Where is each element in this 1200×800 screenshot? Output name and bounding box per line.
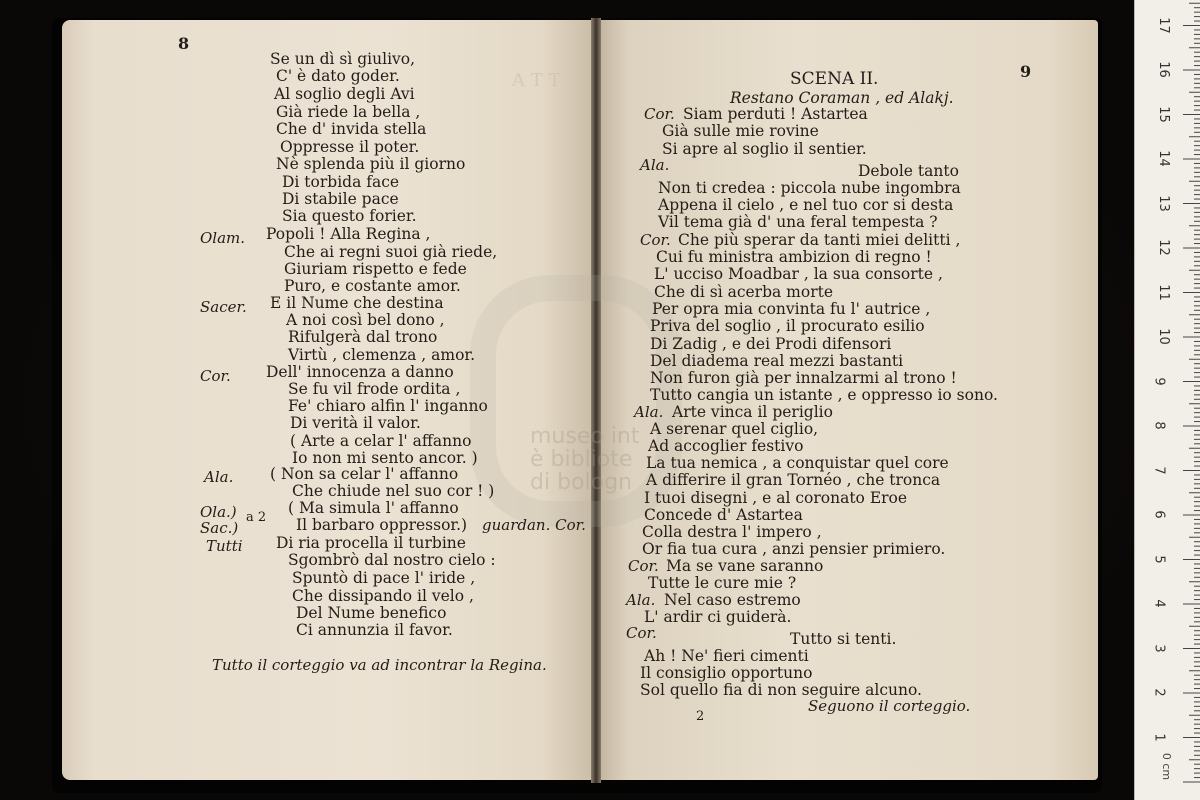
aside-direction: guardan. Cor. xyxy=(482,516,586,534)
ruler-number: 13 xyxy=(1155,194,1171,212)
ruler-number: 1 xyxy=(1151,732,1167,742)
verse-line: Or fia tua cura , anzi pensier primiero. xyxy=(642,540,946,558)
verse-line: Dell' innocenza a danno xyxy=(266,363,454,381)
ruler-number: 16 xyxy=(1155,61,1171,78)
speaker-label: Ala. xyxy=(204,468,234,486)
verse-line: Sgombrò dal nostro cielo : xyxy=(288,551,496,569)
verse-line: Fe' chiaro alfin l' inganno xyxy=(288,397,488,415)
bleed-through-text: A T T xyxy=(512,70,561,91)
verse-line: Tutto si tenti. xyxy=(790,630,897,648)
verse-line: Che di sì acerba morte xyxy=(654,283,834,301)
ruler-number: 15 xyxy=(1155,105,1171,123)
speaker-label: Sacer. xyxy=(200,298,247,316)
verse-line: Se un dì sì giulivo, xyxy=(270,50,416,68)
ruler-number: 8 xyxy=(1151,421,1167,430)
verse-line: Che d' invida stella xyxy=(276,120,427,138)
verse-line: Nel caso estremo xyxy=(664,591,801,609)
verse-line: A differire il gran Tornéo , che tronca xyxy=(646,471,941,489)
speaker-label: Tutti xyxy=(206,537,243,555)
verse-line: Ah ! Ne' fieri cimenti xyxy=(644,647,809,665)
verse-line: ( Arte a celar l' affanno xyxy=(290,432,472,450)
verse-line: Il barbaro oppressor.) xyxy=(296,516,468,534)
verse-line: E il Nume che destina xyxy=(270,294,444,312)
verse-line: Si apre al soglio il sentier. xyxy=(662,140,867,158)
verse-line: Priva del soglio , il procurato esilio xyxy=(650,317,925,335)
ruler-number: 10 xyxy=(1155,328,1171,345)
speaker-label: Cor. xyxy=(200,367,231,385)
ruler-number: 3 xyxy=(1151,643,1167,653)
verse-line: Rifulgerà dal trono xyxy=(288,328,438,346)
ruler-number: 12 xyxy=(1155,239,1171,256)
verse-line: Già sulle mie rovine xyxy=(662,122,819,140)
verse-line: Ad accoglier festivo xyxy=(648,437,804,455)
verse-line: La tua nemica , a conquistar quel core xyxy=(646,454,949,472)
verse-line: Tutte le cure mie ? xyxy=(648,574,797,592)
verse-line: Virtù , clemenza , amor. xyxy=(288,346,476,364)
verse-line: Siam perduti ! Astartea xyxy=(683,105,868,123)
verse-line: Che più sperar da tanti miei delitti , xyxy=(678,231,961,249)
verse-line: Ci annunzia il favor. xyxy=(296,621,453,639)
verse-line: Cui fu ministra ambizion di regno ! xyxy=(656,248,932,266)
ruler-number: 7 xyxy=(1151,465,1167,475)
speaker-label: Cor. xyxy=(626,624,657,642)
speaker-label: Ala. xyxy=(634,403,664,421)
speaker-label: Ola.) xyxy=(200,503,237,521)
verse-line: I tuoi disegni , e al coronato Eroe xyxy=(644,489,908,507)
verse-line: Già riede la bella , xyxy=(276,103,421,121)
verse-line: Oppresse il poter. xyxy=(280,138,420,156)
stage-direction: Tutto il corteggio va ad incontrar la Regina. xyxy=(212,656,547,674)
duet-marker: a 2 xyxy=(246,510,267,525)
verse-line: Del Nume benefico xyxy=(296,604,447,622)
ruler-number: 9 xyxy=(1151,376,1167,386)
ruler-number: 6 xyxy=(1151,510,1167,519)
verse-line: A serenar quel ciglio, xyxy=(650,420,819,438)
speaker-label: Sac.) xyxy=(200,519,239,537)
verse-line: Tutto cangia un istante , e oppresso io sono. xyxy=(650,386,998,404)
verse-line: Ma se vane saranno xyxy=(666,557,824,575)
verse-line: Arte vinca il periglio xyxy=(672,403,833,421)
verse-line: C' è dato goder. xyxy=(276,67,400,85)
verse-line: Che chiude nel suo cor ! ) xyxy=(292,482,495,500)
speaker-label: Cor. xyxy=(628,557,659,575)
verse-line: Al soglio degli Avi xyxy=(274,85,415,103)
verse-line: Giuriam rispetto e fede xyxy=(284,260,467,278)
verse-line: Non ti credea : piccola nube ingombra xyxy=(658,179,961,197)
verse-line: L' ardir ci guiderà. xyxy=(644,608,792,626)
verse-line: ( Non sa celar l' affanno xyxy=(270,465,459,483)
verse-line: Sol quello fia di non seguire alcuno. xyxy=(640,681,922,699)
verse-line: Debole tanto xyxy=(858,162,959,180)
measurement-ruler xyxy=(1134,0,1200,800)
verse-line: Sia questo forier. xyxy=(282,207,417,225)
verse-line: Di stabile pace xyxy=(282,190,399,208)
ruler-number: 2 xyxy=(1151,688,1167,697)
verse-line: Di torbida face xyxy=(282,173,400,191)
verse-line: Di verità il valor. xyxy=(290,414,421,432)
verse-line: Di ria procella il turbine xyxy=(276,534,466,552)
verse-line: Il consiglio opportuno xyxy=(640,664,813,682)
verse-line: Non furon già per innalzarmi al trono ! xyxy=(650,369,957,387)
verse-line: Di Zadig , e dei Prodi difensori xyxy=(650,335,892,353)
speaker-label: Ala. xyxy=(626,591,656,609)
verse-line: Per opra mia convinta fu l' autrice , xyxy=(652,300,931,318)
watermark-text: museo int è bibliote di bologn xyxy=(530,424,640,495)
scene-subtitle: Restano Coraman , ed Alakj. xyxy=(730,89,954,107)
verse-line: Appena il cielo , e nel tuo cor si desta xyxy=(658,196,954,214)
verse-line: Puro, e costante amor. xyxy=(284,277,461,295)
ruler-number: 5 xyxy=(1151,554,1167,564)
speaker-label: Ala. xyxy=(640,156,670,174)
scene-title: SCENA II. xyxy=(790,69,879,89)
speaker-label: Olam. xyxy=(200,229,246,247)
verse-line: Se fu vil frode ordita , xyxy=(288,380,461,398)
ruler-unit-label: 0 cm xyxy=(1160,752,1174,781)
verse-line: Concede d' Astartea xyxy=(644,506,803,524)
verse-line: A noi così bel dono , xyxy=(286,311,445,329)
speaker-label: Cor. xyxy=(644,105,675,123)
verse-line: Del diadema real mezzi bastanti xyxy=(650,352,904,370)
verse-line: Io non mi sento ancor. ) xyxy=(292,449,478,467)
speaker-label: Cor. xyxy=(640,231,671,249)
verse-line: Spuntò di pace l' iride , xyxy=(292,569,476,587)
verse-line: Nè splenda più il giorno xyxy=(276,155,466,173)
stage-direction: Seguono il corteggio. xyxy=(808,697,971,715)
ruler-number: 17 xyxy=(1155,16,1171,34)
right-page-number: 9 xyxy=(1020,62,1032,81)
ruler-number: 14 xyxy=(1155,150,1171,167)
ruler-number: 11 xyxy=(1155,283,1171,301)
verse-line: Colla destra l' impero , xyxy=(642,523,822,541)
verse-line: ( Ma simula l' affanno xyxy=(288,499,459,517)
verse-line: Che dissipando il velo , xyxy=(292,587,474,605)
verse-line: Vil tema già d' una feral tempesta ? xyxy=(658,213,938,231)
ruler-number: 4 xyxy=(1151,599,1167,608)
signature-mark: 2 xyxy=(696,709,705,724)
verse-line: L' ucciso Moadbar , la sua consorte , xyxy=(654,265,943,283)
left-page-number: 8 xyxy=(178,34,190,53)
verse-line: Popoli ! Alla Regina , xyxy=(266,225,431,243)
verse-line: Che ai regni suoi già riede, xyxy=(284,243,498,261)
